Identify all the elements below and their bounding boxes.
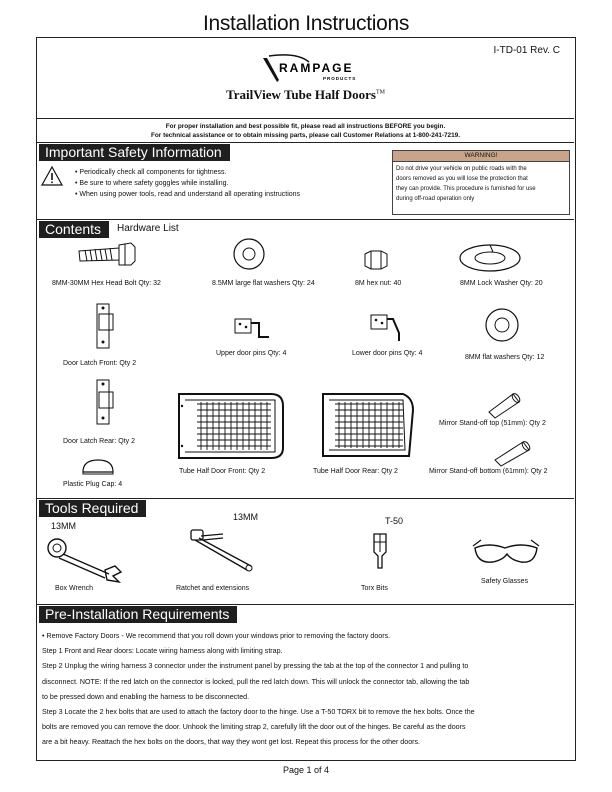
pre-line: to be pressed down and enabling the harness to be disconnected. [42,692,250,701]
tool-box-wrench-label: Box Wrench [55,585,93,592]
rampage-logo [257,52,377,86]
lock-washer-image [457,242,523,274]
item-lower-pins-label: Lower door pins Qty: 4 [352,350,423,357]
tools-section-bar [37,498,574,516]
item-hex-bolt-label: 8MM-30MM Hex Head Bolt Qty: 32 [52,280,161,287]
warning-line: during off-road operation only [396,196,475,202]
item-large-washer-label: 8.5MM large flat washers Qty: 24 [212,280,315,287]
item-tube-door-front-label: Tube Half Door Front: Qty 2 [179,468,266,475]
torx-size-tag: T-50 [385,516,404,526]
plug-cap-image [81,458,115,476]
flat-washer-image [484,307,520,343]
safety-title: Important Safety Information [39,144,230,161]
tool-ratchet-label: Ratchet and extensions [176,585,250,592]
safety-bullets [75,167,300,200]
safety-bullet: • When using power tools, read and understand all operating instructions [75,191,301,198]
pre-line: Step 1 Front and Rear doors: Locate wiring harness along with limiting strap. [42,647,283,656]
hardware-list-title: Hardware List [117,223,179,234]
warning-box [392,150,570,215]
warning-line: doors removed as you will lose the protection that [396,176,528,182]
item-standoff-top-label: Mirror Stand-off top (51mm): Qty 2 [439,420,546,427]
item-lock-washer-label: 8MM Lock Washer Qty: 20 [460,280,543,287]
door-latch-front-image [91,302,121,350]
pre-install-section-bar [37,604,574,622]
warning-title: WARNING! [393,151,569,162]
pre-line: Step 2 Unplug the wiring harness 3 connector under the instrument panel by pressing the tab at the top of the connector 1 and pulling to [42,662,469,671]
item-flat-washer-label: 8MM flat washers Qty: 12 [465,354,545,361]
item-latch-front-label: Door Latch Front: Qty 2 [63,360,137,367]
logo-sub: PRODUCTS [323,76,357,81]
ratchet-icon [187,526,257,576]
tool-torx-label: Torx Bits [361,585,388,592]
doc-id: I-TD-01 Rev. C [493,45,560,56]
mirror-standoff-bottom-image [491,438,535,468]
notice-2: For technical assistance or to obtain missing parts, please call Customer Relations at 1-800-241-7219. [151,132,460,139]
contents-section-bar [37,219,574,237]
large-flat-washer-image [232,237,266,271]
warning-line: Do not drive your vehicle on public roads with the [396,166,527,172]
product-name: TrailView Tube Half Doors™ [226,87,385,102]
pre-line: • Remove Factory Doors - We recommend that you roll down your windows prior to removing the factory doors. [42,632,391,640]
torx-bit-icon [370,530,390,570]
logo-brand: RAMPAGE [279,61,354,75]
box-wrench-icon [45,536,125,582]
pre-line: bolts are removed you can remove the door. Unhook the limiting strap 2, carefully lift the door out of the hinges. Be careful as the doors [42,723,466,732]
safety-glasses-icon [471,538,541,572]
lower-door-pin-image [369,313,409,343]
item-tube-door-rear-label: Tube Half Door Rear: Qty 2 [313,468,398,475]
item-plug-cap-label: Plastic Plug Cap: 4 [63,481,123,488]
pre-install-text [42,629,572,751]
upper-door-pin-image [233,315,273,343]
contents-title: Contents [39,221,109,238]
item-latch-rear-label: Door Latch Rear: Qty 2 [63,438,135,445]
tool-glasses-label: Safety Glasses [481,578,529,585]
hex-nut-image [363,250,389,270]
instruction-frame [36,37,576,761]
hex-bolt-image [77,243,137,267]
pre-line: are a bit heavy. Reattach the hex bolts on the doors, that way they wont get lost. Repeat this process for the other doors. [42,738,421,747]
item-upper-pins-label: Upper door pins Qty: 4 [216,350,287,357]
mirror-standoff-top-image [483,390,523,420]
pre-line: disconnect. NOTE: If the red latch on the connector is locked, pull the red latch down. This will unlock the connector tab, allowing the tab [42,677,470,686]
trademark: TM [375,89,385,96]
ratchet-size-tag: 13MM [233,512,259,522]
notice-1: For proper installation and best possible fit, please read all instructions BEFORE you begin. [165,123,446,130]
warning-line: they can provide. This procedure is furnished for use [396,186,536,192]
tube-door-rear-image [319,390,415,460]
page-title: Installation Instructions [202,12,410,35]
wrench-size-tag: 13MM [51,521,77,531]
pre-line: Step 3 Locate the 2 hex bolts that are used to attach the factory door to the hinge. Use a T-50 TORX bit to remove the hex bolts. Once the [42,708,475,717]
tube-door-front-image [175,390,287,462]
pre-install-title: Pre-Installation Requirements [39,606,237,623]
tools-title: Tools Required [39,500,146,517]
item-hex-nut-label: 8M hex nut: 40 [355,280,402,287]
safety-bullet: • Be sure to where safety goggles while installing. [75,180,229,187]
door-latch-rear-image [91,378,121,426]
safety-bullet: • Periodically check all components for tightness. [75,169,227,176]
page-number: Page 1 of 4 [282,765,330,775]
warning-triangle-icon [41,166,63,186]
item-standoff-bottom-label: Mirror Stand-off bottom (61mm): Qty 2 [429,468,548,475]
header-block [37,38,574,119]
